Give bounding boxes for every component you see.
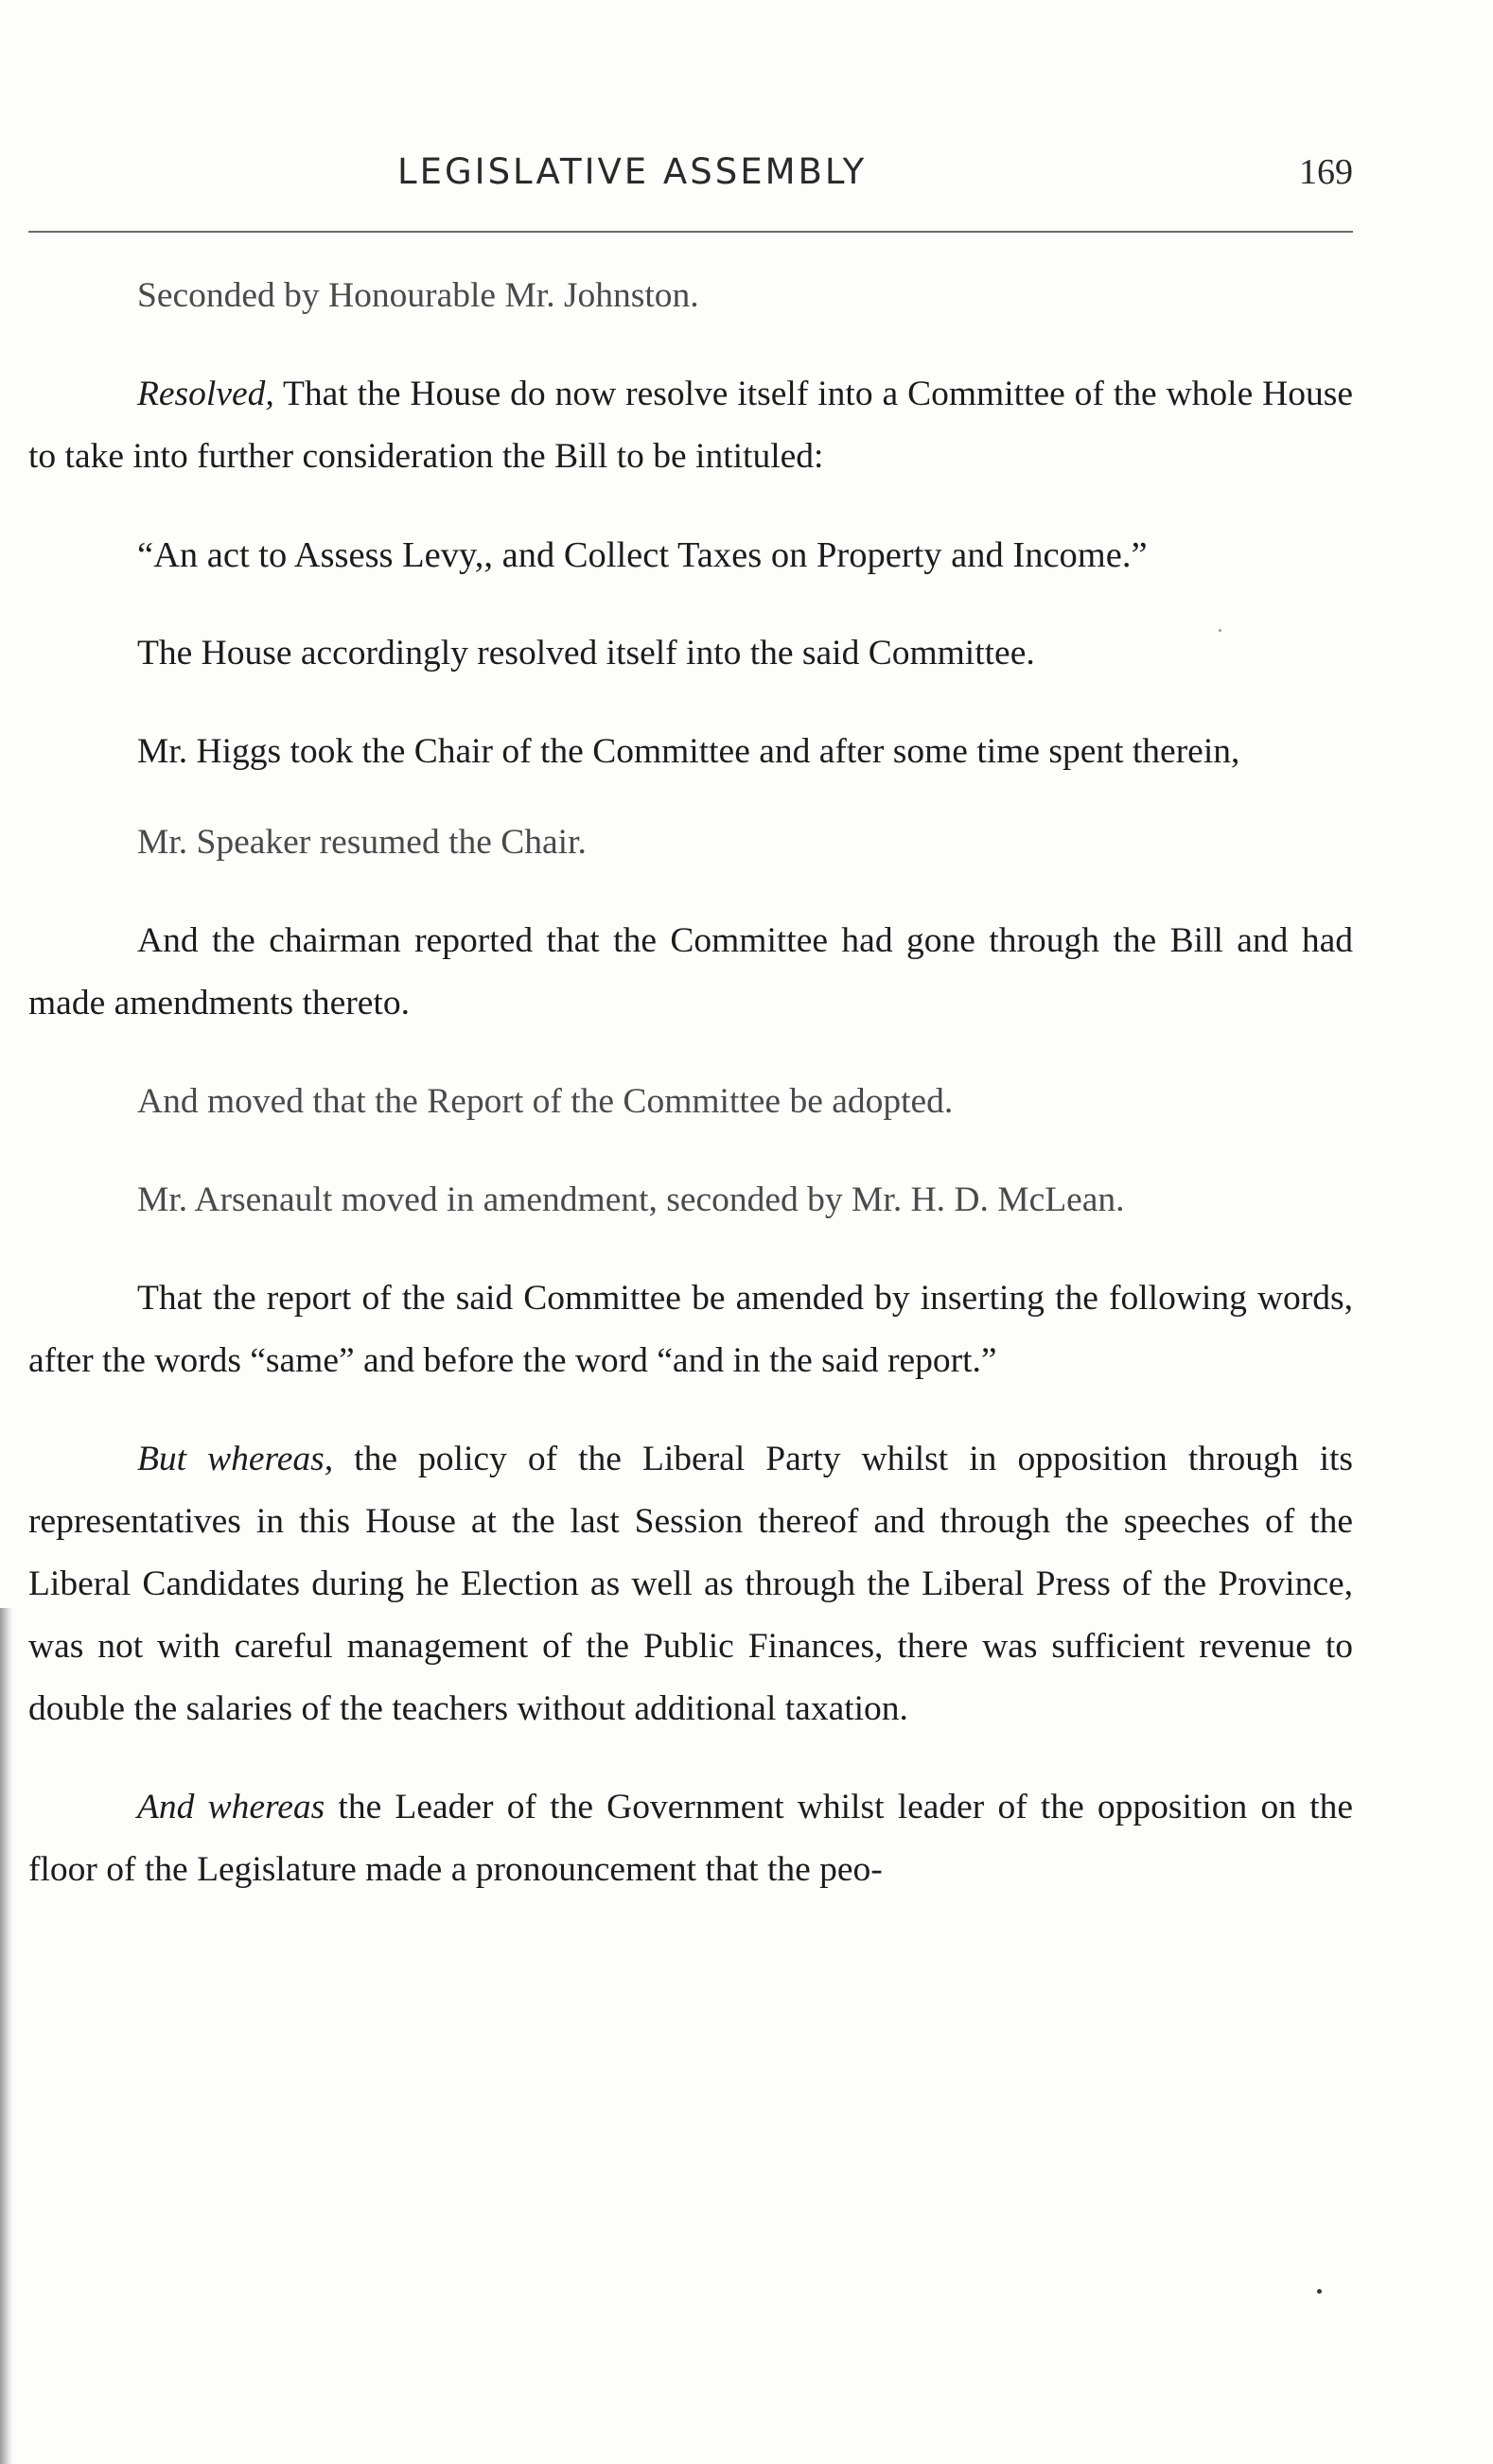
paragraph-text: the policy of the Liberal Party whilst in opposition through its representatives in this House at the last Session thereof and through the speeches of the Liberal Candidates during he Election as well as through the Liberal Press of the Province, was not with careful management of the Public Finances, there was sufficient revenue to double the salaries of the teachers without additional taxation. (28, 1440, 1354, 1728)
body-text (28, 265, 1353, 1937)
paragraph-text: Mr. Higgs took the Chair of the Committee and after some time spent therein, (137, 732, 1240, 771)
paragraph-text: That the report of the said Committee be amended by inserting the following words, after the words “same” and before the word “and in the said report.” (28, 1279, 1353, 1380)
running-head: LEGISLATIVE ASSEMBLY (397, 151, 868, 192)
paragraph-text: Seconded by Honourable Mr. Johnston. (137, 276, 699, 315)
paragraph-text: Mr. Arsenault moved in amendment, seconded by Mr. H. D. McLean. (137, 1180, 1125, 1219)
paragraph-chairman (28, 910, 1353, 1035)
paragraph-text: The House accordingly resolved itself into the said Committee. (137, 634, 1035, 673)
paragraph-but-whereas (28, 1428, 1353, 1740)
paragraph-text: “An act to Assess Levy,, and Collect Taxes on Property and Income.” (137, 535, 1148, 575)
page-number: 169 (1299, 152, 1353, 192)
paragraph-lead: But whereas, (137, 1440, 334, 1478)
paragraph-seconded (28, 265, 1353, 327)
paragraph-bill-title (28, 524, 1353, 586)
paragraph-lead: Resolved, (137, 375, 274, 413)
paragraph-moved (28, 1071, 1353, 1133)
paragraph-and-whereas (28, 1776, 1353, 1901)
paragraph-text: Mr. Speaker resumed the Chair. (137, 823, 587, 862)
paragraph-committee (28, 622, 1353, 685)
binding-shadow (0, 1608, 13, 2464)
paragraph-text: the Leader of the Government whilst leader of the opposition on the floor of the Legislature made a pronouncement that the peo- (28, 1788, 1353, 1889)
print-speck (1317, 2289, 1322, 2294)
paragraph-arsenault (28, 1169, 1353, 1232)
paragraph-text: And moved that the Report of the Committee be adopted. (137, 1082, 954, 1121)
print-speck (1219, 629, 1221, 632)
paragraph-text: And the chairman reported that the Committee had gone through the Bill and had made amendments thereto. (28, 921, 1353, 1022)
paragraph-higgs (28, 721, 1353, 783)
paragraph-speaker (28, 812, 1353, 874)
paragraph-lead: And whereas (137, 1788, 325, 1826)
paragraph-text: That the House do now resolve itself into a Committee of the whole House to take into further consideration the Bill to be intituled: (28, 375, 1353, 476)
paragraph-amendment (28, 1267, 1353, 1392)
page-header (28, 151, 1353, 208)
header-rule (28, 231, 1353, 233)
paragraph-resolved (28, 363, 1353, 488)
